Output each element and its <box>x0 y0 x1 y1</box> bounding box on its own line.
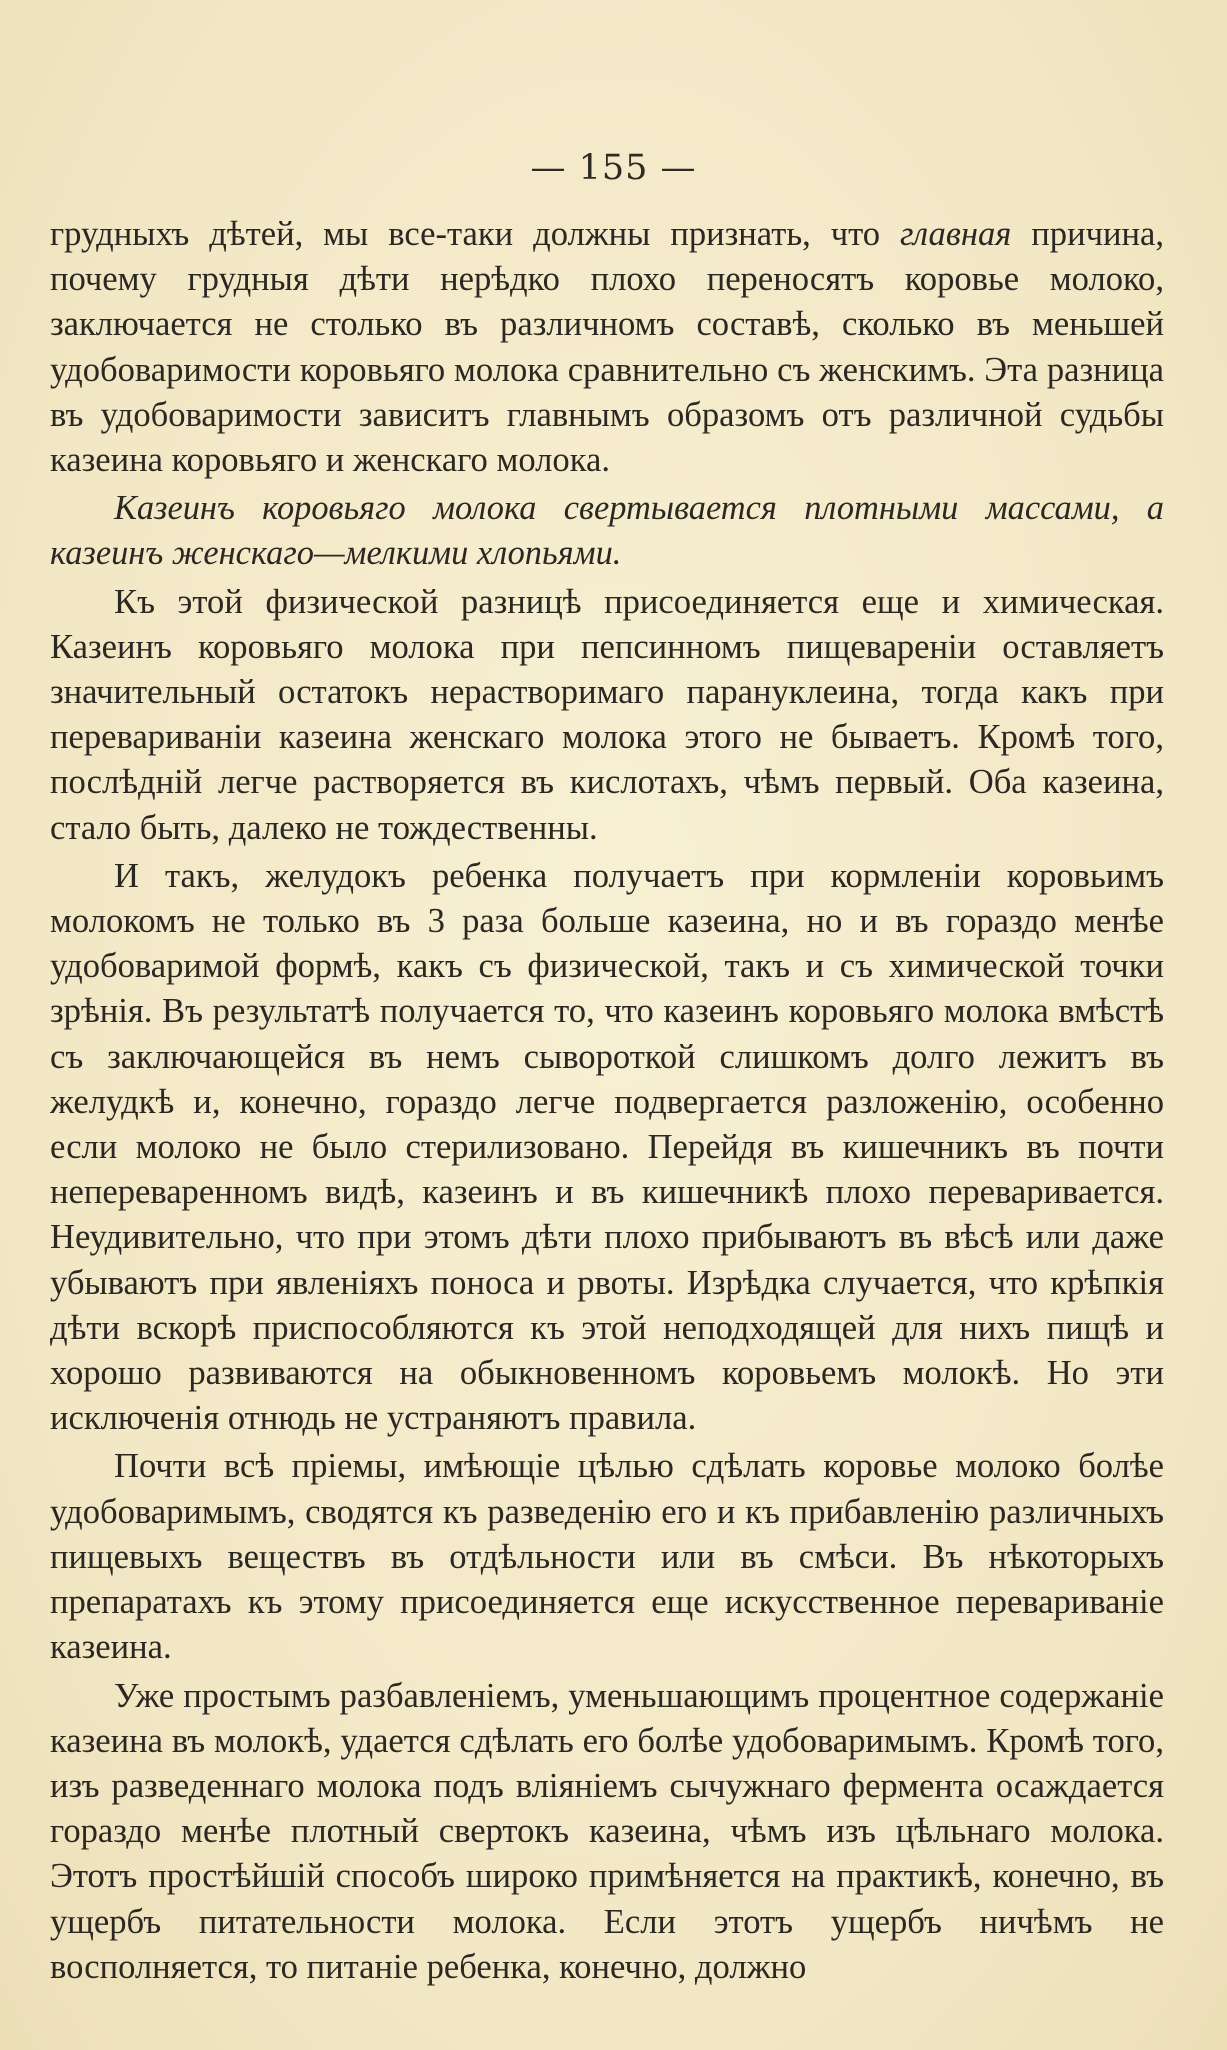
paragraph-methods: Почти всѣ пріемы, имѣющіе цѣлью сдѣлать коровье молоко болѣе удобоваримымъ, сводятся къ разведенію его и къ прибавленію различныхъ пищевыхъ веществъ въ отдѣльности или въ смѣси. Въ нѣкоторыхъ препаратахъ къ этому присоединяется еще искусственное перевариваніе казеина. <box>50 1447 1164 1667</box>
paragraph-continuation <box>50 212 1164 483</box>
page-text <box>50 212 1164 1993</box>
paragraph-text-before: грудныхъ дѣтей, мы все-таки должны признать, что <box>50 215 900 253</box>
paragraph-dilution: Уже простымъ разбавленіемъ, уменьшающимъ процентное содержаніе казеина въ молокѣ, удается сдѣлать его болѣе удобоваримымъ. Кромѣ того, изъ разведеннаго молока подъ вліяніемъ сычужнаго фермента осаждается гораздо менѣе плотный свертокъ казеина, чѣмъ изъ цѣльнаго молока. Этотъ простѣйшій способъ широко примѣняется на практикѣ, конечно, въ ущербъ питательности молока. Если этотъ ущербъ ничѣмъ не восполняется, то питаніе ребенка, конечно, должно <box>50 1676 1164 1986</box>
page-number: — 155 — <box>530 148 697 188</box>
paragraph-text-after: причина, почему грудныя дѣти нерѣдко плохо переносятъ коровье молоко, заключается не столько въ различномъ составѣ, сколько въ меньшей удобоваримости коровьяго молока сравнительно съ женскимъ. Эта разница въ удобоваримости зависитъ главнымъ образомъ отъ различной судьбы казеина коровьяго и женскаго молока. <box>50 215 1164 480</box>
emphasis-word: главная <box>900 215 1012 253</box>
paragraph-italic-statement: Казеинъ коровьяго молока свертывается плотными массами, а казеинъ женскаго—мелкими хлопьями. <box>50 489 1164 573</box>
paragraph-chemical-difference: Къ этой физической разницѣ присоединяется еще и химическая. Казеинъ коровьяго молока при пепсинномъ пищевареніи оставляетъ значительный остатокъ нерастворимаго парануклеина, тогда какъ при перевариваніи казеина женскаго молока этого не бываетъ. Кромѣ того, послѣдній легче растворяется въ кислотахъ, чѣмъ первый. Оба казеина, стало быть, далеко не тождественны. <box>50 582 1164 847</box>
paragraph-stomach: И такъ, желудокъ ребенка получаетъ при кормленіи коровьимъ молокомъ не только въ 3 раза больше казеина, но и въ гораздо менѣе удобоваримой формѣ, какъ съ физической, такъ и съ химической точки зрѣнія. Въ результатѣ получается то, что казеинъ коровьяго молока вмѣстѣ съ заключающейся въ немъ сывороткой слишкомъ долго лежитъ въ желудкѣ и, конечно, гораздо легче подвергается разложенію, особенно если молоко не было стерилизовано. Перейдя въ кишечникъ въ почти непереваренномъ видѣ, казеинъ и въ кишечникѣ плохо переваривается. Неудивительно, что при этомъ дѣти плохо прибываютъ въ вѣсѣ или даже убываютъ при явленіяхъ поноса и рвоты. Изрѣдка случается, что крѣпкія дѣти вскорѣ приспособляются къ этой неподходящей для нихъ пищѣ и хорошо развиваются на обыкновенномъ коровьемъ молокѣ. Но эти исключенія отнюдь не устраняютъ правила. <box>50 856 1164 1438</box>
